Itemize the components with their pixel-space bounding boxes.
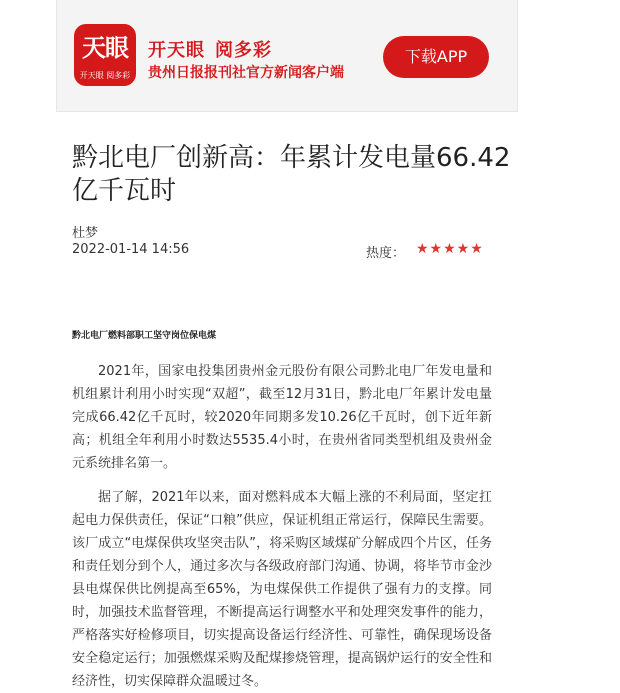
article-author: 杜梦 [72, 226, 99, 241]
download-app-button[interactable]: 下载APP [383, 36, 489, 78]
brand-name-1: 开天眼 [148, 40, 205, 61]
article-datetime: 2022-01-14 14:56 [72, 242, 190, 257]
article-paragraph-2: 据了解，2021年以来，面对燃料成本大幅上涨的不利局面，坚定扛起电力保供责任，保证“口粮”供应，保证机组正常运行，保障民生需要。该厂成立“电煤保供攻坚突击队”，将采购区域煤矿分解成四个片区，任务和责任划分到个人，通过多次与各级政府部门沟通、协调，将毕节市金沙县电煤保供比例提高至65%，为电煤保供工作提供了强有力的支撑。同时，加强技术监督管理，不断提高运行调整水平和处理突发事件的能力，严格落实好检修项目，切实提高设备运行经济性、可靠性，确保现场设备安全稳定运行；加强燃煤采购及配煤掺烧管理，提高锅炉运行的安全性和经济性，切实保障群众温暖过冬。 [72, 490, 492, 689]
article-paragraph-1: 2021年，国家电投集团贵州金元股份有限公司黔北电厂年发电量和机组累计利用小时实现“双超”，截至12月31日，黔北电厂年累计发电量完成66.42亿千瓦时，较2020年同期多发10.26亿千瓦时，创下近年新高；机组全年利用小时数达5535.4小时，在贵州省同类型机组及贵州金元系统排名第一。 [72, 364, 492, 471]
heat-rating-stars: ★★★★★ [416, 241, 484, 257]
article-title: 黔北电厂创新高：年累计发电量66.42亿千瓦时 [72, 143, 511, 206]
logo-subtext: 开天眼 阅多彩 [79, 71, 131, 80]
image-caption: 黔北电厂燃料部职工坚守岗位保电煤 [72, 331, 217, 341]
app-logo [74, 24, 136, 86]
brand-description: 贵州日报报刊社官方新闻客户端 [148, 65, 344, 81]
brand-slogan [148, 36, 272, 62]
heat-label: 热度： [366, 246, 406, 261]
logo-text: 天眼 [82, 33, 128, 62]
brand-name-2: 阅多彩 [215, 40, 272, 61]
